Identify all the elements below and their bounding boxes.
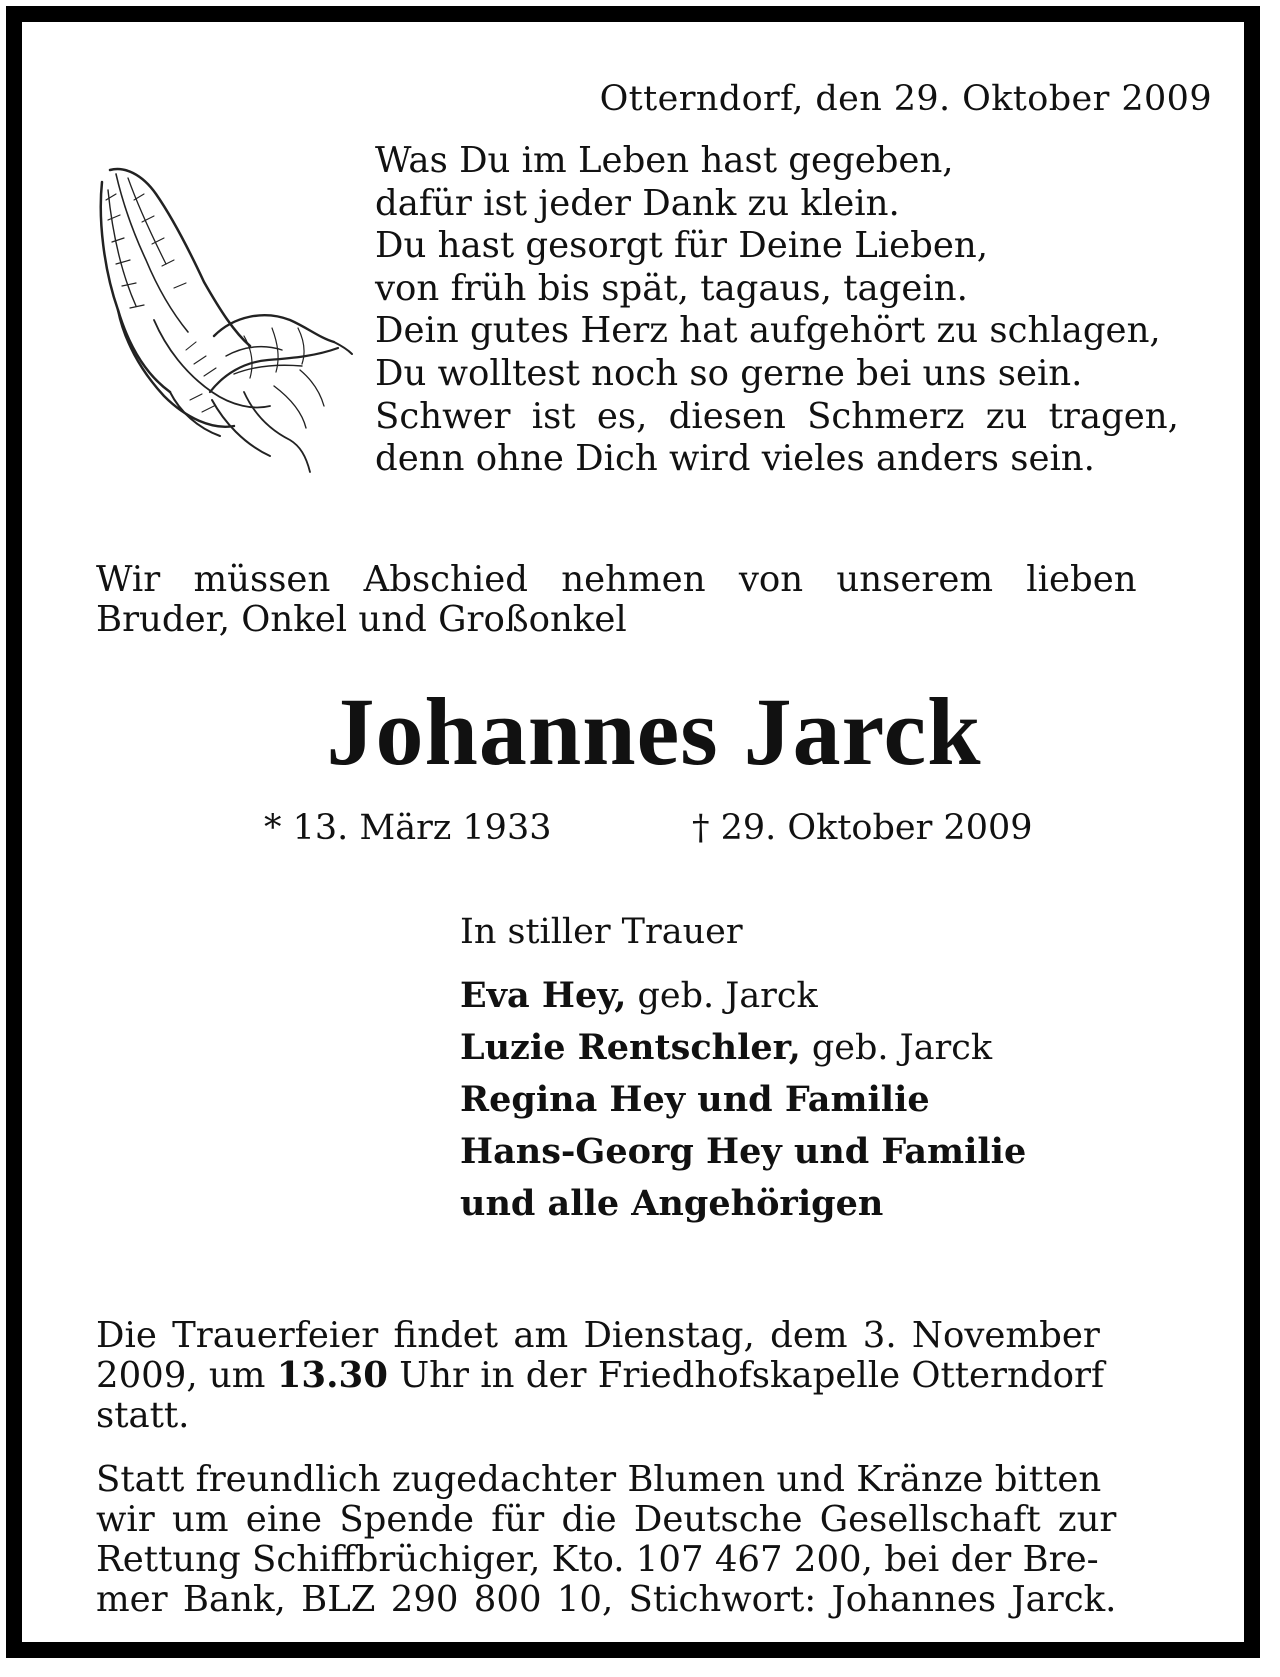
mourner-name: Eva Hey, [460, 975, 627, 1016]
service-time: 13.30 [276, 1355, 388, 1396]
mourners-list [460, 970, 1212, 1230]
donation-request [96, 1460, 1212, 1620]
dateline: Otterndorf, den 29. Oktober 2009 [599, 79, 1212, 119]
mourner-item [460, 1126, 1212, 1178]
poem-line: Dein gutes Herz hat aufgehört zu schlagen, [375, 310, 1161, 352]
poem-line: dafür ist jeder Dank zu klein. [375, 182, 900, 224]
mourner-name: Hans-Georg Hey und Familie [460, 1131, 1027, 1172]
poem-line: Du hast gesorgt für Deine Lieben, [375, 225, 989, 267]
intro-line-2: Bruder, Onkel und Großonkel [96, 599, 627, 640]
donation-line: Rettung Schiffbrüchiger, Kto. 107 467 200, bei der Bre- [96, 1539, 1099, 1580]
poem-line: von früh bis spät, tagaus, tagein. [375, 267, 968, 309]
service-line-3: statt. [96, 1395, 190, 1436]
poem-line: Du wolltest noch so gerne bei uns sein. [375, 352, 1083, 394]
life-dates [96, 808, 1212, 858]
mourner-name: und alle Angehörigen [460, 1183, 884, 1224]
mourner-note: geb. Jarck [800, 1028, 993, 1068]
praying-hands-icon [94, 160, 354, 480]
poem [375, 140, 1212, 481]
notice-border [6, 6, 1260, 1658]
poem-section [96, 140, 1212, 512]
poem-line: Was Du im Leben hast gegeben, [375, 140, 954, 181]
mourners-heading: In stiller Trauer [460, 912, 743, 952]
farewell-intro [96, 560, 1212, 640]
deceased-name: Johannes Jarck [326, 678, 982, 785]
donation-line: mer Bank, BLZ 290 800 10, Stichwort: Johannes Jarck. [96, 1579, 1117, 1620]
mourner-note: geb. Jarck [626, 976, 818, 1016]
death-date: † 29. Oktober 2009 [692, 808, 1033, 848]
service-line-2 [96, 1356, 1212, 1396]
service-line-2-post: Uhr in der Friedhofskapelle Otterndorf [387, 1355, 1105, 1396]
mourner-name: Luzie Rentschler, [460, 1027, 801, 1068]
poem-line: denn ohne Dich wird vieles anders sein. [375, 438, 1095, 480]
mourner-name: Regina Hey und Familie [460, 1079, 930, 1120]
mourners-section [460, 910, 1212, 1230]
donation-line: Statt freundlich zugedachter Blumen und Kränze bitten [96, 1459, 1102, 1500]
mourner-item [460, 970, 1212, 1022]
birth-date: * 13. März 1933 [264, 808, 552, 848]
mourner-item [460, 1022, 1212, 1074]
funeral-service-info [96, 1316, 1212, 1436]
service-line-2-pre: 2009, um [96, 1355, 277, 1396]
service-line-1: Die Trauerfeier findet am Dienstag, dem 3. November [96, 1315, 1100, 1356]
poem-line: Schwer ist es, diesen Schmerz zu tragen, [375, 395, 1179, 437]
mourner-item [460, 1074, 1212, 1126]
obituary-notice [96, 76, 1212, 1620]
intro-line-1: Wir müssen Abschied nehmen von unserem lieben [96, 559, 1137, 600]
mourner-item [460, 1178, 1212, 1230]
donation-line: wir um eine Spende für die Deutsche Gesellschaft zur [96, 1499, 1117, 1540]
